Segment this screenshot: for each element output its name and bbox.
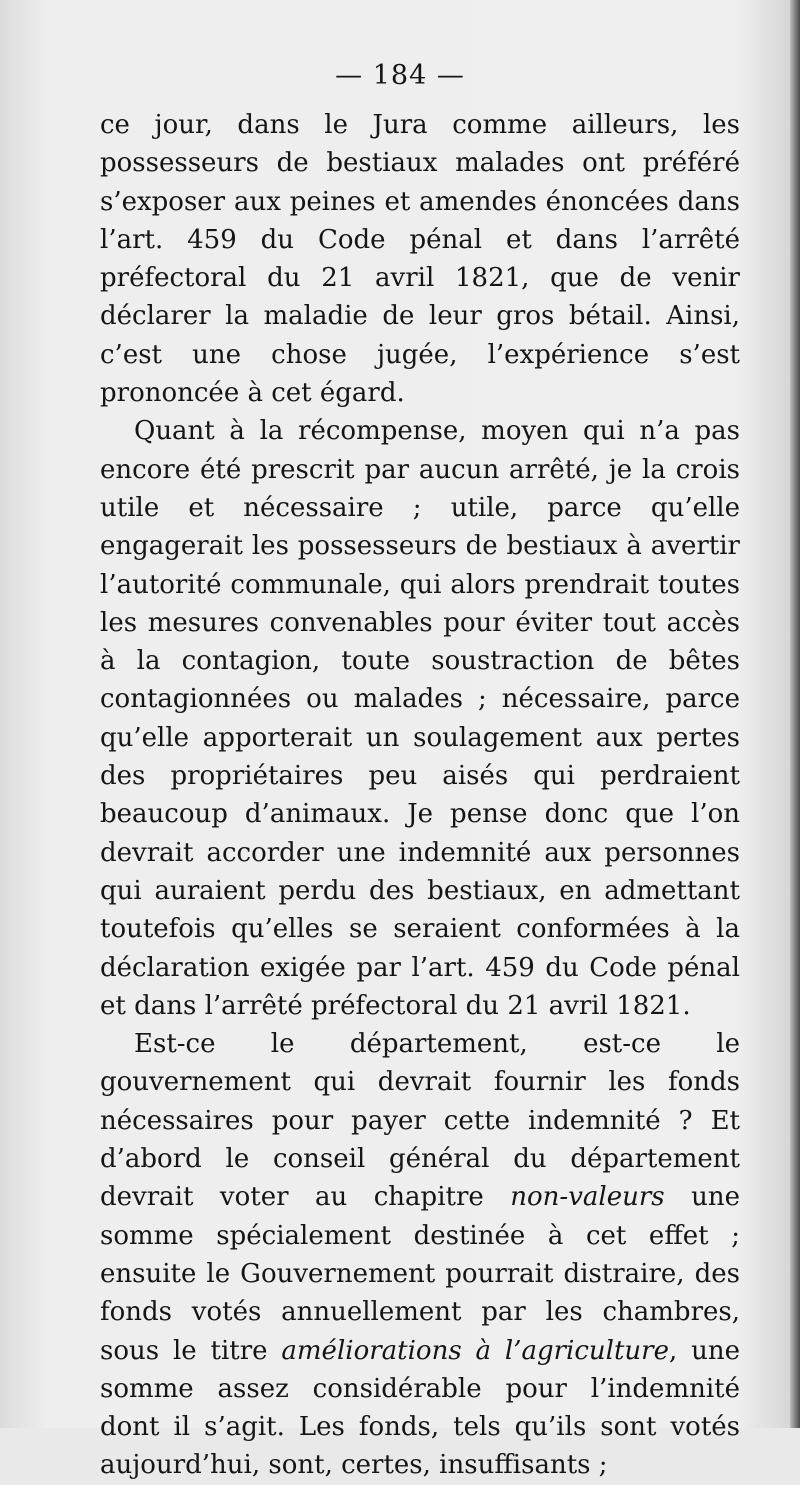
italic-ameliorations: améliorations à l’agriculture	[281, 1335, 669, 1366]
paragraph-3-text-c: , une somme assez considérable pour l’indemnité dont il s’agit. Les fonds, tels qu’ils sont votés aujourd’hui, sont, certes, insuffisants ;	[100, 1335, 741, 1481]
paragraph-1: ce jour, dans le Jura comme ailleurs, les possesseurs de bestiaux malades ont préféré s’exposer aux peines et amendes énoncées dans l’art. 459 du Code pénal et dans l’arrêté préfectoral du 21 avril 1821, que de venir déclarer la maladie de leur gros bétail. Ainsi, c’est une chose jugée, l’expérience s’est prononcée à cet égard.	[100, 110, 740, 409]
paragraph-3-text-a: Est-ce le département, est-ce le gouvernement qui devrait fournir les fonds nécessaires pour payer cette indemnité ? Et d’abord le conseil général du département devrait voter au chapitre	[100, 1029, 740, 1213]
body-text	[100, 106, 740, 1485]
italic-non-valeurs: non-valeurs	[510, 1182, 665, 1213]
paragraph-2: Quant à la récompense, moyen qui n’a pas encore été prescrit par aucun arrêté, je la crois utile et nécessaire ; utile, parce qu’elle engagerait les possesseurs de bestiaux à avertir l’autorité communale, qui alors prendrait toutes les mesures convenables pour éviter tout accès à la contagion, toute soustraction de bêtes contagionnées ou malades ; nécessaire, parce qu’elle apporterait un soulagement aux pertes des propriétaires peu aisés qui perdraient beaucoup d’animaux. Je pense donc que l’on devrait accorder une indemnité aux personnes qui auraient perdu des bestiaux, en admettant toutefois qu’elles se seraient conformées à la déclaration exigée par l’art. 459 du Code pénal et dans l’arrêté préfectoral du 21 avril 1821.	[100, 416, 740, 1021]
paragraph-3	[100, 1025, 740, 1485]
paragraph-3-text-b: une somme spécialement destinée à cet effet ; ensuite le Gouvernement pourrait distraire, des fonds votés annuellement par les chambres, sous le titre	[100, 1182, 740, 1366]
page-edge-shadow	[790, 0, 800, 1428]
page-number: — 184 —	[335, 60, 465, 91]
